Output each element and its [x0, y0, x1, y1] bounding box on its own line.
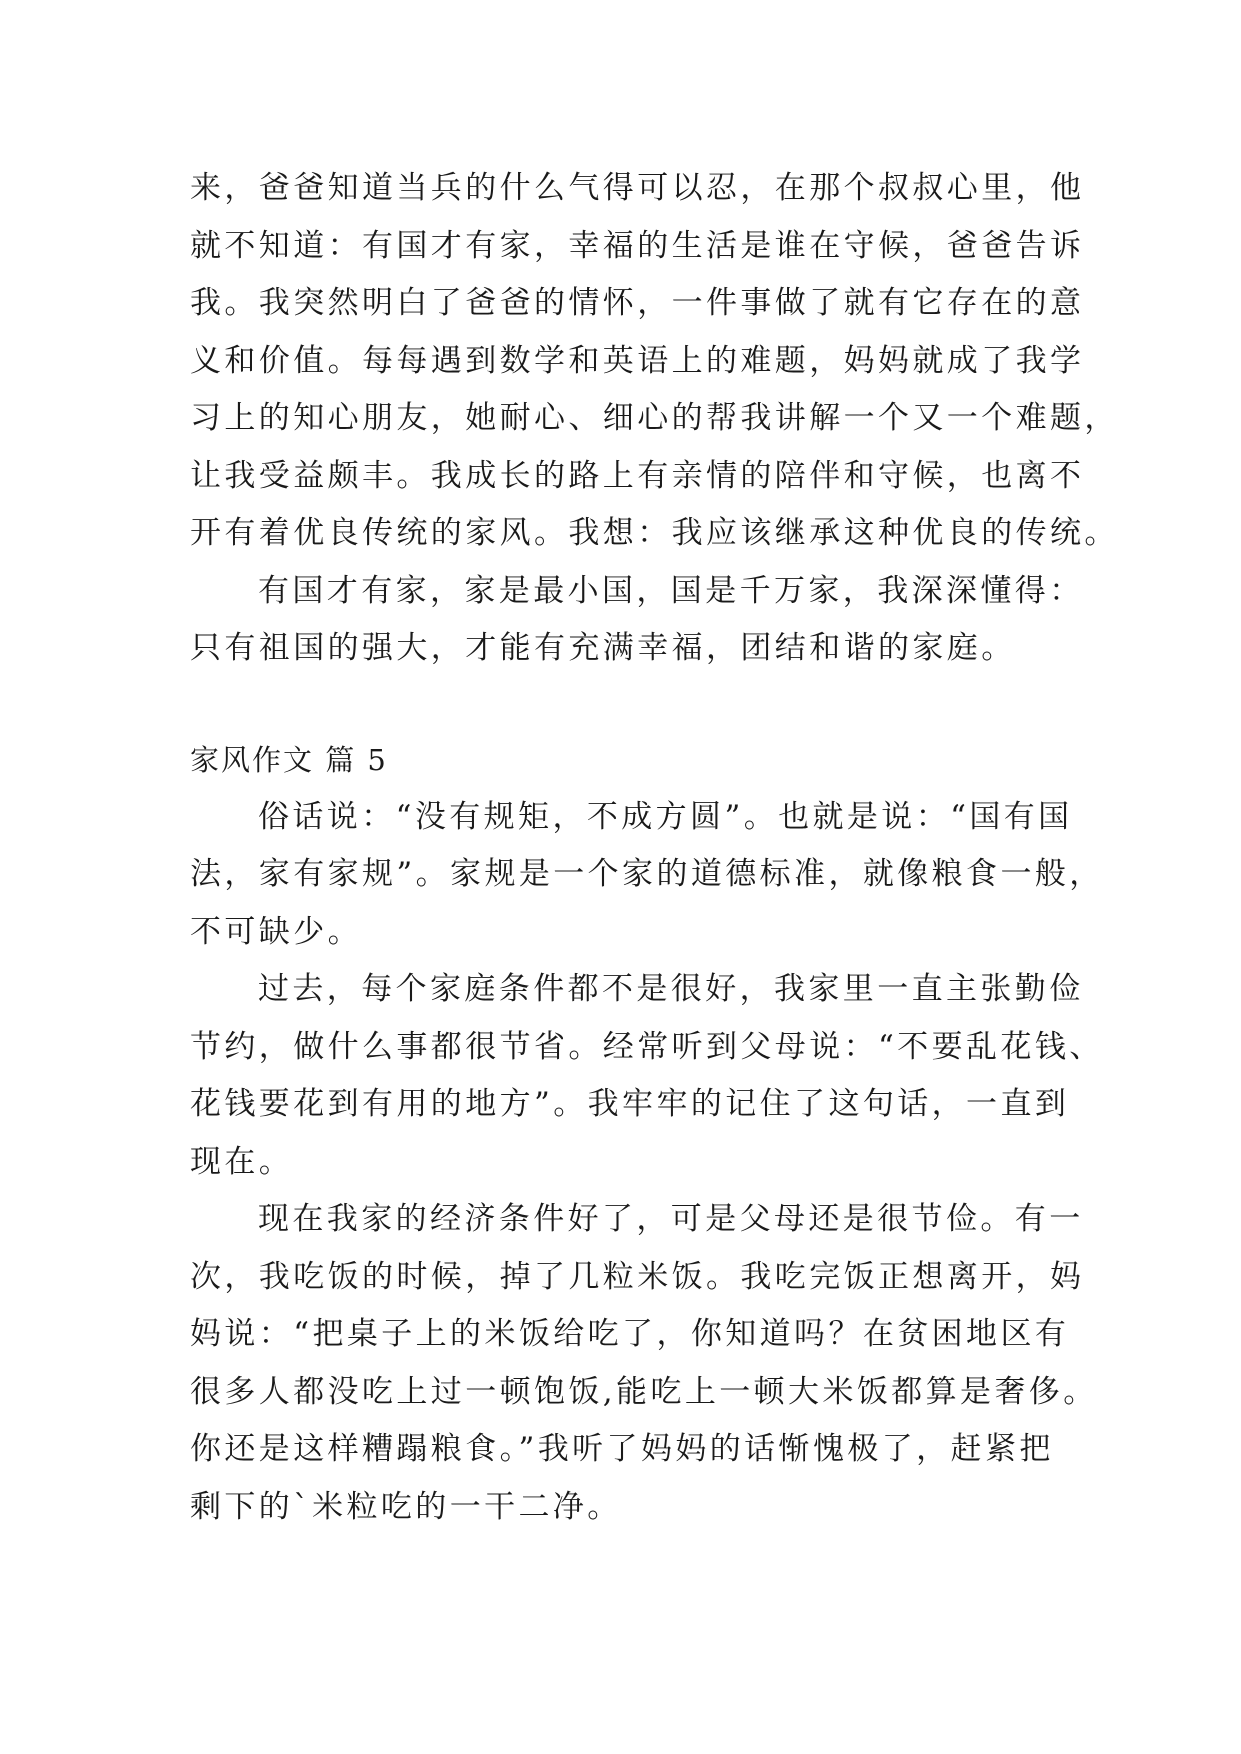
continued-paragraph	[190, 160, 1119, 563]
text-line: 不可缺少。	[190, 913, 362, 950]
text-line: 次，我吃饭的时候，掉了几粒米饭。我吃完饭正想离开，妈	[190, 1258, 1085, 1295]
text-line: 很多人都没吃上过一顿饱饭,能吃上一顿大米饭都算是奢侈。	[190, 1373, 1098, 1410]
text-line: 习上的知心朋友，她耐心、细心的帮我讲解一个又一个难题，	[190, 400, 1119, 436]
document-body	[190, 160, 1119, 1536]
paragraph-present	[190, 1191, 1098, 1536]
closing-paragraph	[190, 563, 1084, 678]
text-line: 俗话说：“没有规矩，不成方圆”。也就是说：“国有国	[258, 798, 1073, 835]
text-line: 就不知道：有国才有家，幸福的生活是谁在守候，爸爸告诉	[190, 227, 1085, 264]
text-line: 义和价值。每每遇到数学和英语上的难题，妈妈就成了我学	[190, 342, 1085, 379]
section-title: 家风作文 篇 5	[190, 742, 388, 777]
paragraph-rules	[190, 789, 1104, 962]
text-line: 法，家有家规”。家规是一个家的道德标准，就像粮食一般，	[190, 856, 1104, 892]
text-line: 过去，每个家庭条件都不是很好，我家里一直主张勤俭	[258, 971, 1084, 1007]
text-line: 现在我家的经济条件好了，可是父母还是很节俭。有一	[258, 1201, 1084, 1237]
text-line: 让我受益颇丰。我成长的路上有亲情的陪伴和守候，也离不	[190, 457, 1085, 494]
text-line: 只有祖国的强大，才能有充满幸福，团结和谐的家庭。	[190, 630, 1016, 666]
text-line: 现在。	[190, 1143, 294, 1180]
paragraph-past	[190, 961, 1104, 1191]
text-line: 我。我突然明白了爸爸的情怀，一件事做了就有它存在的意	[190, 285, 1085, 321]
text-line: 妈说：“把桌子上的米饭给吃了，你知道吗？在贫困地区有	[190, 1316, 1070, 1352]
text-line: 剩下的`米粒吃的一干二净。	[190, 1488, 622, 1525]
text-line: 来，爸爸知道当兵的什么气得可以忍，在那个叔叔心里，他	[190, 170, 1085, 206]
text-line: 你还是这样糟蹋粮食。”我听了妈妈的话惭愧极了，赶紧把	[190, 1431, 1054, 1467]
text-line: 有国才有家，家是最小国，国是千万家，我深深懂得：	[258, 572, 1084, 609]
text-line: 开有着优良传统的家风。我想：我应该继承这种优良的传统。	[190, 515, 1119, 551]
text-line: 节约，做什么事都很节省。经常听到父母说：“不要乱花钱、	[190, 1028, 1104, 1065]
text-line: 花钱要花到有用的地方”。我牢牢的记住了这句话，一直到	[190, 1086, 1070, 1122]
